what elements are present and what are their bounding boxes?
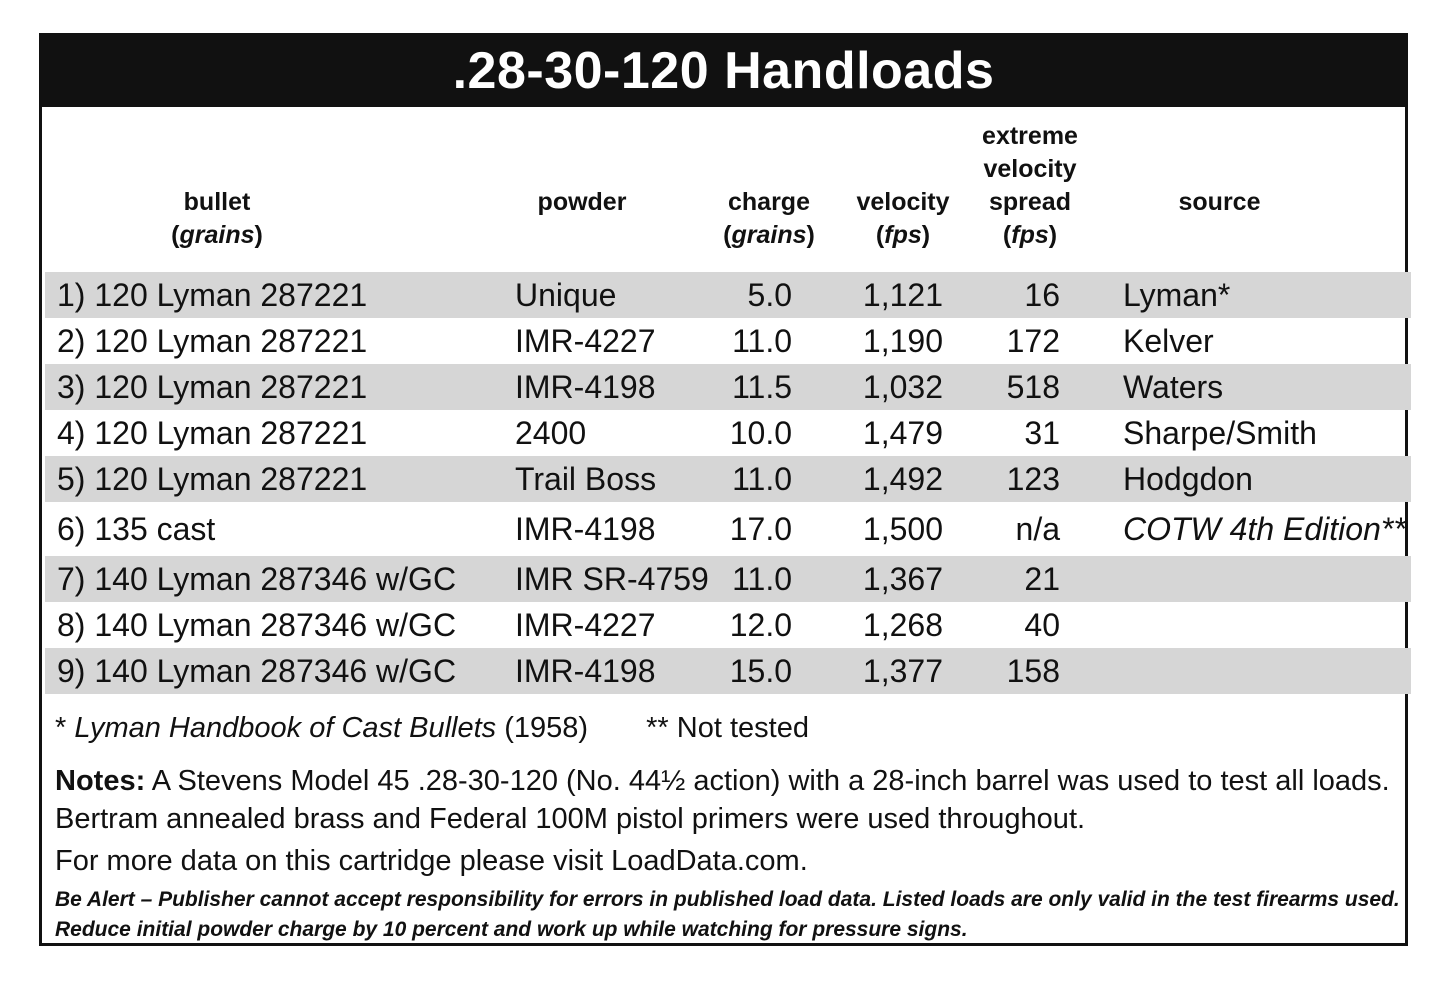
cell-spread: 172	[1006, 323, 1060, 359]
cell-bullet: 1) 120 Lyman 287221	[57, 277, 368, 313]
cell-spread: 21	[1024, 561, 1060, 597]
table-row	[45, 502, 1411, 556]
cell-charge: 17.0	[729, 511, 792, 547]
header-bullet-label: bullet	[183, 188, 251, 216]
cell-powder: 2400	[515, 415, 587, 451]
cell-source: Lyman*	[1123, 277, 1231, 313]
cell-powder: IMR-4198	[515, 369, 656, 405]
header-velocity-unit: (fps)	[875, 221, 931, 249]
footnote-year: (1958)	[504, 712, 589, 744]
table-row	[45, 364, 1411, 410]
safety-alert: Be Alert – Publisher cannot accept responsibility for errors in published load data. Listed loads are only valid in the test firearms used. Reduce initial powder charge by 10 percent and work up while watching for pressure signs.	[55, 888, 1400, 941]
table-title: .28-30-120 Handloads	[42, 36, 1405, 107]
header-velocity-label: velocity	[856, 188, 950, 216]
cell-spread: 518	[1006, 369, 1060, 405]
cell-charge: 11.0	[732, 323, 792, 359]
cell-bullet: 8) 140 Lyman 287346 w/GC	[57, 607, 457, 643]
cell-powder: IMR-4227	[515, 323, 656, 359]
cell-charge: 15.0	[729, 653, 792, 689]
cell-charge: 12.0	[729, 607, 792, 643]
cell-powder: IMR-4198	[515, 511, 656, 547]
handloads-table-frame	[39, 33, 1408, 946]
header-charge-unit: (grains)	[723, 221, 815, 249]
cell-powder: IMR SR-4759	[515, 561, 709, 597]
header-charge-label: charge	[728, 188, 810, 216]
cell-source: Sharpe/Smith	[1123, 415, 1317, 451]
cell-velocity: 1,268	[862, 607, 943, 643]
footnote-star: *	[55, 712, 67, 744]
header-spread-line1: extreme	[982, 122, 1078, 150]
cell-spread: 16	[1024, 277, 1060, 313]
cell-spread: 40	[1024, 607, 1060, 643]
cell-spread: 31	[1024, 415, 1060, 451]
cell-charge: 10.0	[729, 415, 792, 451]
cell-velocity: 1,492	[862, 461, 943, 497]
cell-bullet: 2) 120 Lyman 287221	[57, 323, 368, 359]
footnote-book-title: Lyman Handbook of Cast Bullets	[74, 712, 497, 744]
header-spread-unit: (fps)	[1002, 221, 1058, 249]
notes	[55, 762, 1405, 838]
more-data-line: For more data on this cartridge please visit LoadData.com.	[55, 845, 808, 877]
cell-source: Kelver	[1123, 323, 1214, 359]
footnote-not-tested: ** Not tested	[646, 712, 809, 744]
cell-source: COTW 4th Edition**	[1123, 511, 1406, 547]
table-row	[45, 272, 1411, 318]
table-row	[45, 456, 1411, 502]
cell-charge: 11.5	[732, 369, 792, 405]
table-row	[45, 648, 1411, 694]
header-bullet-unit: (grains)	[171, 221, 263, 249]
header-charge	[714, 186, 824, 252]
header-source	[1162, 186, 1277, 219]
cell-velocity: 1,032	[862, 369, 943, 405]
header-spread-line3: spread	[989, 188, 1071, 216]
cell-source: Waters	[1123, 369, 1224, 405]
cell-spread: 123	[1006, 461, 1060, 497]
cell-charge: 5.0	[747, 277, 792, 313]
cell-bullet: 6) 135 cast	[57, 511, 216, 547]
header-spread	[970, 120, 1090, 252]
cell-velocity: 1,479	[862, 415, 943, 451]
header-source-label: source	[1178, 188, 1261, 216]
cell-powder: Trail Boss	[515, 461, 657, 497]
cell-velocity: 1,121	[862, 277, 943, 313]
cell-spread: n/a	[1015, 511, 1060, 547]
cell-velocity: 1,367	[862, 561, 943, 597]
cell-bullet: 5) 120 Lyman 287221	[57, 461, 368, 497]
cell-source: Hodgdon	[1123, 461, 1253, 497]
header-powder-label: powder	[537, 188, 627, 216]
cell-velocity: 1,190	[862, 323, 943, 359]
cell-spread: 158	[1006, 653, 1060, 689]
cell-powder: Unique	[515, 277, 617, 313]
cell-velocity: 1,377	[862, 653, 943, 689]
cell-powder: IMR-4227	[515, 607, 656, 643]
notes-label: Notes:	[55, 765, 146, 797]
cell-charge: 11.0	[732, 461, 792, 497]
notes-text: A Stevens Model 45 .28-30-120 (No. 44½ action) with a 28-inch barrel was used to test all loads. Bertram annealed brass and Federal 100M pistol primers were used throughout.	[55, 765, 1390, 835]
cell-bullet: 7) 140 Lyman 287346 w/GC	[57, 561, 457, 597]
load-rows	[45, 272, 1411, 694]
table-row	[45, 556, 1411, 602]
table-row	[45, 318, 1411, 364]
header-velocity	[848, 186, 958, 252]
cell-velocity: 1,500	[862, 511, 943, 547]
cell-bullet: 3) 120 Lyman 287221	[57, 369, 368, 405]
header-bullet	[162, 186, 272, 252]
table-row	[45, 602, 1411, 648]
footnotes	[55, 710, 809, 746]
cell-charge: 11.0	[732, 561, 792, 597]
cell-powder: IMR-4198	[515, 653, 656, 689]
cell-bullet: 4) 120 Lyman 287221	[57, 415, 368, 451]
table-row	[45, 410, 1411, 456]
header-spread-line2: velocity	[983, 155, 1077, 183]
cell-bullet: 9) 140 Lyman 287346 w/GC	[57, 653, 457, 689]
header-powder	[522, 186, 642, 219]
